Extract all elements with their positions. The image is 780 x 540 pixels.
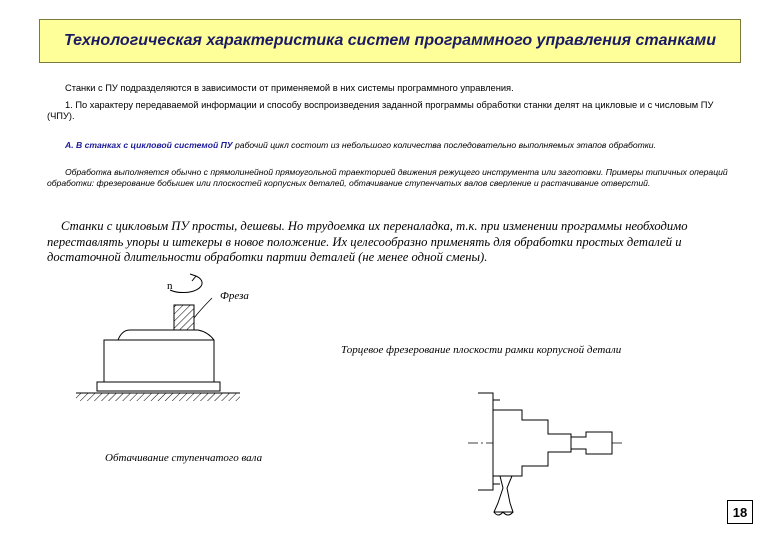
paragraph-classification: 1. По характеру передаваемой информации и способу воспроизведения заданной программы обработки станки делят на цикловые и с числовым ПУ (ЧПУ).	[47, 100, 714, 121]
paragraph-intro: Станки с ПУ подразделяются в зависимости от применяемой в них системы программного управления.	[65, 83, 514, 93]
cyclic-system-heading: А. В станках с цикловой системой ПУ	[65, 140, 233, 150]
stepped-shaft	[493, 410, 571, 476]
page-number-text: 18	[732, 504, 748, 520]
chuck	[478, 393, 493, 490]
paragraph-processing: Обработка выполняется обычно с прямолинейной прямоугольной траекторией движения режущего инструмента или заготовки. Примеры типичных операций обработки: фрезерование бобышек или плоскостей корпусных деталей, обтачивание ступенчатых валов сверление и растачивание отверстий.	[47, 167, 728, 188]
tool-label: Фреза	[220, 290, 249, 302]
turning-caption: Обтачивание ступенчатого вала	[105, 452, 263, 464]
cutting-tool	[494, 476, 513, 512]
slide-title: Технологическая характеристика систем программного управления станками	[64, 32, 716, 49]
paragraph-summary: Станки с цикловым ПУ просты, дешевы. Но трудоемка их переналадка, т.к. при изменении программы необходимо переставлять упоры и штекеры в новое положение. Их целесообразно применять для обработки простых деталей и достаточной длительности обработки партии деталей (не менее одной смены).	[47, 219, 688, 264]
page-number	[727, 500, 753, 524]
cyclic-system-text: рабочий цикл состоит из небольшого количества последовательно выполняемых этапов обработки.	[232, 140, 656, 150]
milling-caption: Торцевое фрезерование плоскости рамки корпусной детали	[341, 344, 622, 356]
tailstock-center	[571, 432, 612, 454]
rotation-label: n	[167, 280, 173, 292]
